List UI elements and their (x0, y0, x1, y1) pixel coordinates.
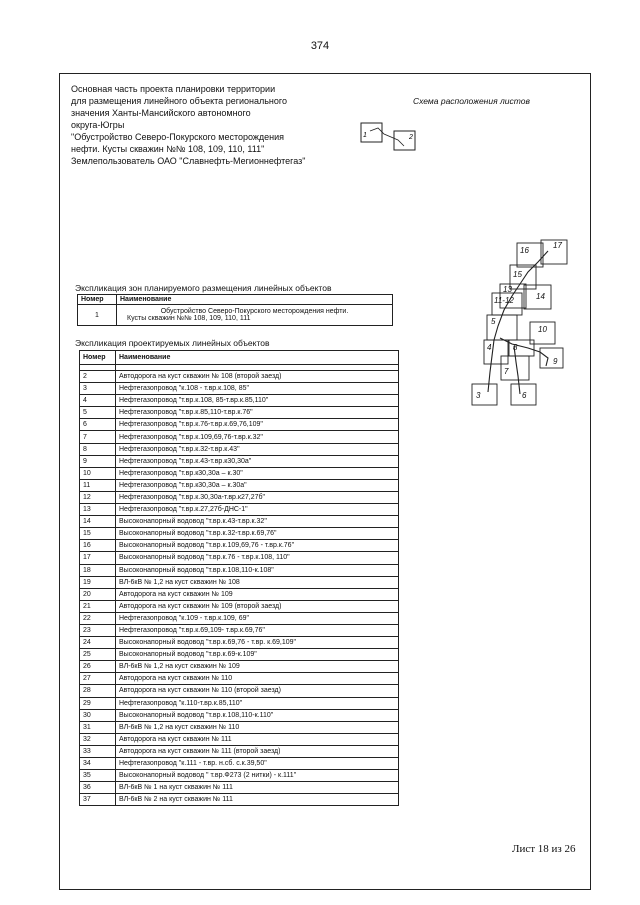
objects-body (80, 371, 399, 806)
row-name: Высоконапорный водовод " т.вр.Ф273 (2 нитки) - к.111" (116, 770, 399, 782)
table-row (80, 564, 399, 576)
row-name: Нефтегазопровод "т.вр.к.108, 85-т.вр.к.85,110" (116, 395, 399, 407)
zones-table (77, 294, 393, 326)
row-number: 22 (80, 612, 116, 624)
objects-header-number: Номер (80, 351, 116, 365)
sheet-frames (472, 240, 567, 405)
row-number: 36 (80, 782, 116, 794)
row-name: Нефтегазопровод "к.109 - т.вр.к.109, 69" (116, 612, 399, 624)
zones-header-number: Номер (78, 295, 117, 305)
row-number: 37 (80, 794, 116, 806)
table-row (80, 588, 399, 600)
row-name: Автодорога на куст скважин № 108 (второй заезд) (116, 371, 399, 383)
row-name: Нефтегазопровод "т.вр.к.32-т.вр.к.43" (116, 443, 399, 455)
sheet-label-10: 10 (538, 325, 547, 334)
table-row (80, 528, 399, 540)
table-row (80, 745, 399, 757)
table-row (80, 685, 399, 697)
overview-scheme (361, 123, 415, 150)
table-row (80, 637, 399, 649)
route-south (514, 346, 520, 394)
row-number: 33 (80, 745, 116, 757)
row-name: Нефтегазопровод "т.вр.к.27,27б-ДНС-1" (116, 504, 399, 516)
row-number: 35 (80, 770, 116, 782)
row-name: Нефтегазопровод "т.вр.к.43-т.вр.к30,30а" (116, 455, 399, 467)
table-row (80, 467, 399, 479)
sheet-frame-9 (540, 348, 563, 368)
row-name: Нефтегазопровод "к.111 - т.вр. н.сб. с.к.39,50" (116, 758, 399, 770)
table-row (80, 516, 399, 528)
row-name: Высоконапорный водовод "т.вр.к.43-т.вр.к.32" (116, 516, 399, 528)
table-row (80, 721, 399, 733)
row-number: 4 (80, 395, 116, 407)
row-number: 18 (80, 564, 116, 576)
row-name: Нефтегазопровод "к.108 - т.вр.к.108, 85" (116, 383, 399, 395)
sheet-label-11-12: 11-12 (494, 296, 514, 305)
row-name: Автодорога на куст скважин № 109 (второй заезд) (116, 600, 399, 612)
sheet-label-14: 14 (536, 292, 545, 301)
table-row (80, 371, 399, 383)
row-name: Высоконапорный водовод "т.вр.к.69-к.109" (116, 649, 399, 661)
row-number: 8 (80, 443, 116, 455)
row-number: 3 (80, 383, 116, 395)
row-number: 12 (80, 491, 116, 503)
title-line: значения Ханты-Мансийского автономного (71, 108, 251, 118)
row-number: 24 (80, 637, 116, 649)
row-number: 30 (80, 709, 116, 721)
table-row (80, 612, 399, 624)
route-east (500, 338, 548, 366)
row-number: 2 (80, 371, 116, 383)
row-number: 28 (80, 685, 116, 697)
sheet-label-17: 17 (553, 241, 562, 250)
row-number: 23 (80, 624, 116, 636)
title-line: округа-Югры (71, 120, 125, 130)
row-number: 9 (80, 455, 116, 467)
row-number: 26 (80, 661, 116, 673)
title-line: для размещения линейного объекта регионального (71, 96, 287, 106)
row-name: Нефтегазопровод "т.вр.к.85,110-т.вр.к.76" (116, 407, 399, 419)
table-row (80, 782, 399, 794)
row-number: 7 (80, 431, 116, 443)
table-row (80, 576, 399, 588)
title-line: Основная часть проекта планировки территории (71, 84, 276, 94)
row-name: Нефтегазопровод "т.вр.к.76-т.вр.к.69,76,109" (116, 419, 399, 431)
overview-label-1: 1 (363, 132, 367, 139)
row-name: Нефтегазопровод "т.вр.к30,30а – к.30" (116, 467, 399, 479)
row-number: 19 (80, 576, 116, 588)
row-name: Автодорога на куст скважин № 111 (116, 733, 399, 745)
table-row (80, 673, 399, 685)
table-row (80, 455, 399, 467)
table-row (80, 733, 399, 745)
scheme-title: Схема расположения листов (413, 96, 530, 106)
table-row (80, 431, 399, 443)
table-row (80, 383, 399, 395)
zones-header-row (78, 295, 393, 305)
table-row (80, 624, 399, 636)
sheet-label-9: 9 (553, 357, 558, 366)
row-number: 20 (80, 588, 116, 600)
row-name: Высоконапорный водовод "т.вр.к.109,69,76 - т.вр.к.76" (116, 540, 399, 552)
page-number: 374 (310, 40, 330, 52)
row-name: ВЛ-6кВ № 2 на куст скважин № 111 (116, 794, 399, 806)
sheet-label-7: 7 (504, 367, 509, 376)
zones-table-title: Экспликация зон планируемого размещения линейных объектов (75, 283, 332, 293)
row-name: Высоконапорный водовод "т.вр.к.108,110-к.110" (116, 709, 399, 721)
row-number: 25 (80, 649, 116, 661)
row-number: 17 (80, 552, 116, 564)
sheet-label-16: 16 (520, 246, 529, 255)
table-row (80, 697, 399, 709)
row-name: Высоконапорный водовод "т.вр.к.69,76 - т.вр. к.69,109" (116, 637, 399, 649)
row-name: Нефтегазопровод "т.вр.к30,30а – к.30а" (116, 479, 399, 491)
sheet-label-4: 4 (487, 343, 492, 352)
row-name: Высоконапорный водовод "т.вр.к.108,110-к.108" (116, 564, 399, 576)
table-row (80, 491, 399, 503)
row-number: 21 (80, 600, 116, 612)
row-name: Высоконапорный водовод "т.вр.к.76 - т.вр.к.108, 110" (116, 552, 399, 564)
row-number: 14 (80, 516, 116, 528)
zones-row (78, 305, 393, 326)
table-row (80, 600, 399, 612)
row-number: 11 (80, 479, 116, 491)
table-row (80, 770, 399, 782)
row-number: 16 (80, 540, 116, 552)
sheet-label-13: 13 (503, 285, 512, 294)
row-name: Автодорога на куст скважин № 110 (второй заезд) (116, 685, 399, 697)
objects-table-title: Экспликация проектируемых линейных объектов (75, 338, 270, 348)
zones-row-name (117, 305, 393, 326)
sheet-label-15: 15 (513, 270, 522, 279)
row-name: ВЛ-6кВ № 1,2 на куст скважин № 108 (116, 576, 399, 588)
title-line: "Обустройство Северо-Покурского месторождения (71, 132, 285, 142)
row-number: 15 (80, 528, 116, 540)
row-number: 13 (80, 504, 116, 516)
row-name: Автодорога на куст скважин № 110 (116, 673, 399, 685)
row-number: 34 (80, 758, 116, 770)
row-name: ВЛ-6кВ № 1,2 на куст скважин № 110 (116, 721, 399, 733)
row-name: Автодорога на куст скважин № 111 (второй заезд) (116, 745, 399, 757)
table-row (80, 709, 399, 721)
row-number: 29 (80, 697, 116, 709)
row-number: 32 (80, 733, 116, 745)
table-row (80, 758, 399, 770)
objects-header-row (80, 351, 399, 365)
row-number: 10 (80, 467, 116, 479)
row-name: Нефтегазопровод "т.вр.к.30,30а-т.вр.к27,27б" (116, 491, 399, 503)
sheet-counter: Лист 18 из 26 (512, 843, 576, 855)
row-name: Автодорога на куст скважин № 109 (116, 588, 399, 600)
row-number: 5 (80, 407, 116, 419)
sheet-label-5: 5 (491, 317, 496, 326)
table-row (80, 395, 399, 407)
zones-row-number: 1 (78, 305, 117, 326)
objects-header-name: Наименование (116, 351, 399, 365)
objects-table (79, 350, 399, 806)
table-row (80, 552, 399, 564)
table-row (80, 479, 399, 491)
sheet-label-8: 8 (513, 343, 518, 352)
row-name: ВЛ-6кВ № 1,2 на куст скважин № 109 (116, 661, 399, 673)
row-number: 6 (80, 419, 116, 431)
table-row (80, 649, 399, 661)
table-row (80, 504, 399, 516)
row-name: Нефтегазопровод "т.вр.к.109,69,76-т.вр.к.32" (116, 431, 399, 443)
row-name: Нефтегазопровод "т.вр.к.69,109- т.вр.к.69,76" (116, 624, 399, 636)
row-name: ВЛ-6кВ № 1 на куст скважин № 111 (116, 782, 399, 794)
row-number: 27 (80, 673, 116, 685)
table-row (80, 419, 399, 431)
sheet-label-3: 3 (476, 391, 481, 400)
overview-label-2: 2 (409, 134, 413, 141)
table-row (80, 443, 399, 455)
title-line: нефти. Кусты скважин №№ 108, 109, 110, 111" (71, 144, 265, 154)
table-row (80, 661, 399, 673)
zones-header-name: Наименование (117, 295, 393, 305)
zones-row-name-line: Обустройство Северо-Покурского месторождения нефти. (160, 308, 349, 315)
row-name: Высоконапорный водовод "т.вр.к.32-т.вр.к.69,76" (116, 528, 399, 540)
zones-row-name-line: Кусты скважин №№ 108, 109, 110, 111 (127, 315, 251, 322)
row-name: Нефтегазопровод "к.110-т.вр.к.85,110" (116, 697, 399, 709)
sheet-label-6: 6 (522, 391, 527, 400)
table-row (80, 407, 399, 419)
table-row (80, 540, 399, 552)
title-line: Землепользователь ОАО "Славнефть-Мегионнефтегаз" (71, 156, 306, 166)
row-number: 31 (80, 721, 116, 733)
table-row (80, 794, 399, 806)
